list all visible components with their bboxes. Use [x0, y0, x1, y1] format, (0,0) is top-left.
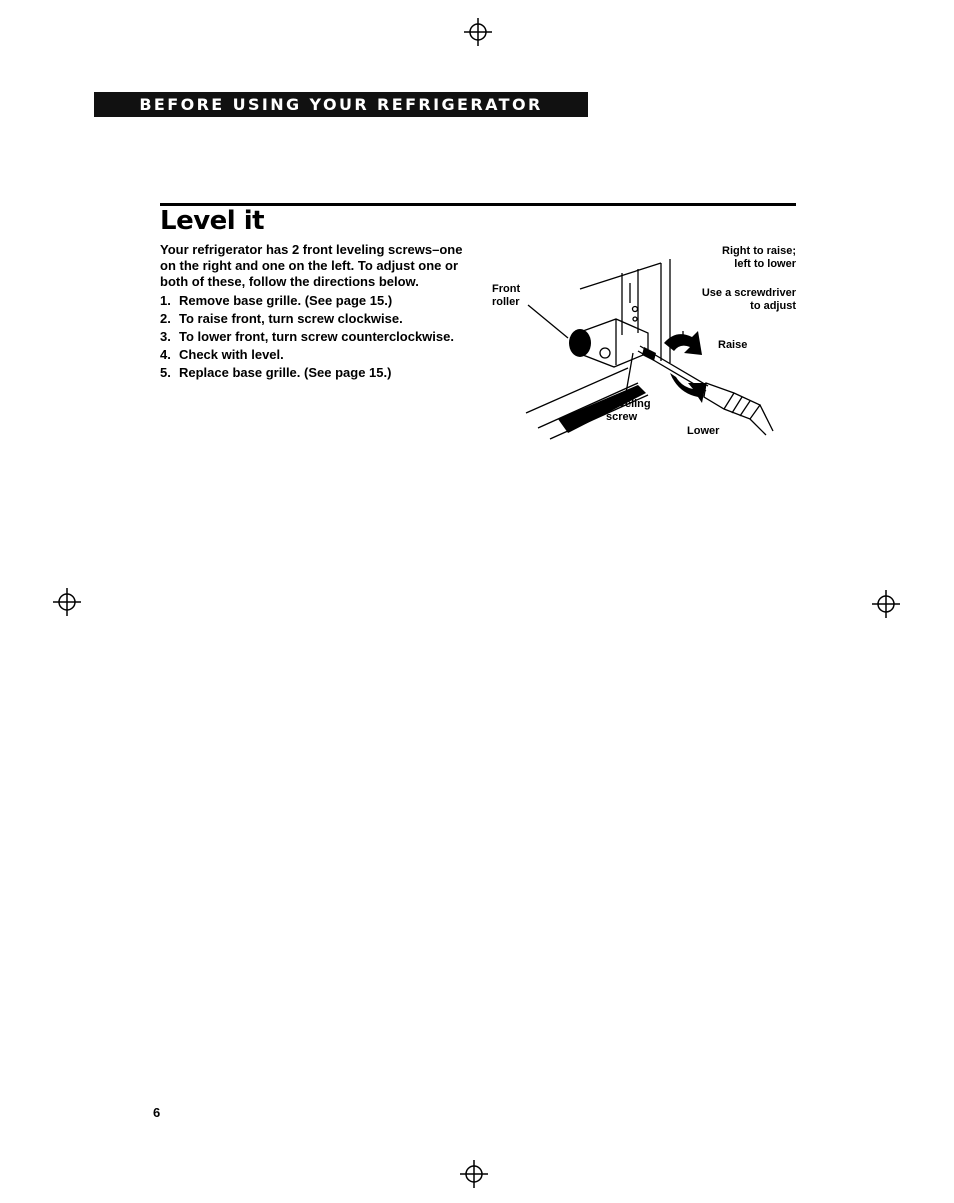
front-roller-label-line2: roller [492, 296, 520, 308]
right-to-raise-line2: left to lower [734, 258, 796, 270]
step-number: 4. [160, 347, 171, 362]
page-number: 6 [153, 1105, 161, 1120]
section-banner: BEFORE USING YOUR REFRIGERATOR [94, 92, 588, 117]
intro-paragraph: Your refrigerator has 2 front leveling screws–one on the right and one on the left. To adjust one or both of these, follow the directions below. [160, 242, 463, 289]
page-title: Level it [160, 206, 265, 236]
leveling-screw-illustration [488, 243, 808, 443]
step-text: To lower front, turn screw counterclockwise. [179, 329, 454, 344]
step-text: Check with level. [179, 347, 284, 362]
step-number: 3. [160, 329, 171, 344]
step-number: 2. [160, 311, 171, 326]
step-item [160, 310, 454, 328]
step-item [160, 364, 454, 382]
step-number: 1. [160, 293, 171, 308]
use-screwdriver-line2: to adjust [750, 300, 796, 312]
step-text: Replace base grille. (See page 15.) [179, 365, 392, 380]
step-item [160, 292, 454, 310]
right-to-raise-label [722, 245, 796, 271]
raise-label: Raise [718, 339, 748, 351]
use-screwdriver-line1: Use a screwdriver [701, 287, 796, 299]
registration-mark-top-icon [464, 18, 492, 46]
leveling-screw-label [606, 398, 651, 424]
step-item [160, 328, 454, 346]
use-screwdriver-label [702, 287, 796, 313]
step-number: 5. [160, 365, 171, 380]
registration-mark-right-icon [872, 590, 900, 618]
front-roller-label-line1: Front [492, 283, 521, 295]
right-to-raise-line1: Right to raise; [722, 245, 796, 257]
leveling-screw-line2: screw [606, 411, 638, 423]
step-text: Remove base grille. (See page 15.) [179, 293, 393, 308]
instruction-steps [160, 292, 454, 382]
front-roller-label [492, 283, 520, 309]
registration-mark-bottom-icon [460, 1160, 488, 1188]
step-item [160, 346, 454, 364]
registration-mark-left-icon [53, 588, 81, 616]
step-text: To raise front, turn screw clockwise. [179, 311, 403, 326]
lower-label: Lower [687, 425, 720, 437]
leveling-screw-line1: Leveling [606, 398, 651, 410]
